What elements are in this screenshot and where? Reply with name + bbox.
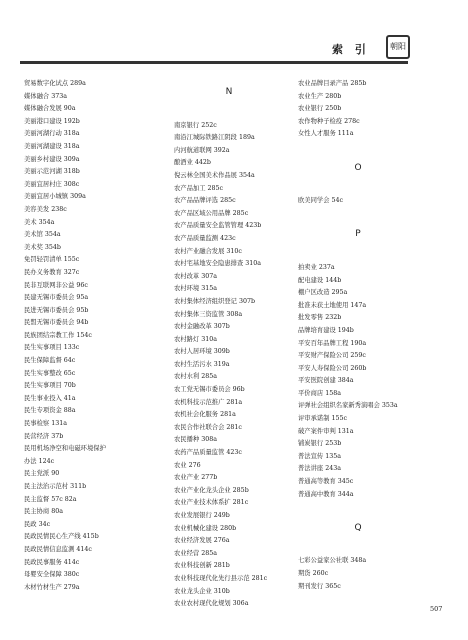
index-entry: 农业科技现代化先行县示范 281c <box>174 574 268 582</box>
index-entry: 农村产业融合发展 310c <box>174 247 242 255</box>
index-entry: 普法宣传 135a <box>298 452 341 460</box>
index-entry: 农机社会化服务 281a <box>174 411 236 419</box>
index-section-letter: P <box>355 229 361 240</box>
index-entry: 农产品加工 285c <box>174 184 224 192</box>
index-entry: 农业产业技术体系扩 281c <box>174 499 249 507</box>
index-entry: 批发零售 232b <box>298 314 342 322</box>
index-entry: 美丽乡村建设 309a <box>24 155 80 163</box>
index-entry: 农村生活污水 319a <box>174 360 230 368</box>
index-entry: 农作物种子检疫 278c <box>298 117 360 125</box>
index-entry: 农村人居环境 309b <box>174 348 230 356</box>
index-entry: 普通高等教育 345c <box>298 478 354 486</box>
index-entry: 棚户区改造 295a <box>298 289 348 297</box>
index-gap <box>298 208 408 221</box>
index-entry: 期货 260c <box>298 570 329 577</box>
index-entry: 农产品质量安全监管管理 423b <box>174 222 262 230</box>
index-entry: 平价商店 158a <box>298 389 341 397</box>
index-entry: 美丽港口建设 192b <box>24 117 80 125</box>
index-entry: 农村路灯 310a <box>174 335 217 343</box>
index-section-letter: O <box>354 162 362 173</box>
index-entry: 农业农村现代化规划 306a <box>174 600 249 608</box>
index-entry: 农机科技示范推广 281a <box>174 398 243 406</box>
index-entry: 民主法治示范村 311b <box>24 483 87 490</box>
index-entry: 农民合作社联合会 281c <box>174 423 242 431</box>
index-entry: 媒体融合发展 90a <box>24 105 76 113</box>
index-entry: 农工党无锡市委员会 96b <box>174 386 245 394</box>
index-entry: 普法讲座 243a <box>298 465 341 473</box>
index-entry: 农药产品质量监管 423c <box>174 449 242 457</box>
index-entry: 农产品品牌评选 285c <box>174 197 236 205</box>
index-entry: 民事检察 131a <box>24 420 67 428</box>
index-entry: 普通高中教育 344a <box>298 490 354 498</box>
index-entry: 农村环境 315a <box>174 285 217 293</box>
index-entry: 评弹社会组织名家新秀演唱会 353a <box>298 402 398 410</box>
index-entry: 民生事业投入 41a <box>24 394 76 402</box>
index-entry: 民主监督 57c 82a <box>24 495 77 503</box>
index-entry: 农村集体三资监管 308a <box>174 310 243 318</box>
index-gap <box>174 107 294 120</box>
index-entry: 平安人寿保险公司 260b <box>298 364 367 372</box>
index-entry: 农业产业化龙头企业 285b <box>174 486 249 494</box>
index-entry: 批准未获土地使用 147a <box>298 301 367 309</box>
index-entry: 农业龙头企业 310b <box>174 587 230 595</box>
index-entry: 农业生产 280b <box>298 92 342 100</box>
index-entry: 民主协商 80a <box>24 508 63 516</box>
page-number: 507 <box>430 605 443 613</box>
section-badge-icon: 朝阳 <box>386 35 410 59</box>
index-entry: 农村宅基地安全隐患排查 310a <box>174 260 262 268</box>
index-entry: 欧美同学会 54c <box>298 197 344 205</box>
index-gap <box>298 543 408 556</box>
index-entry: 美丽河湖建设 318a <box>24 142 80 150</box>
index-entry: 母婴安全保障 380c <box>24 571 80 579</box>
index-entry: 农村水利 285a <box>174 373 217 381</box>
index-entry: 破产案件审判 131a <box>298 427 354 435</box>
index-entry: 农业科技创新 281b <box>174 562 230 570</box>
index-entry: 民主党派 90 <box>24 470 60 478</box>
index-entry: 农产品区域公用品牌 285c <box>174 209 249 217</box>
index-entry: 农业经营 285a <box>174 549 217 557</box>
index-entry: 品牌培育建设 194b <box>298 326 354 334</box>
index-entry: 民生专项资金 88a <box>24 407 76 415</box>
index-entry: 农业发展银行 249b <box>174 512 230 519</box>
index-entry: 农村集体经济组织登记 307b <box>174 297 256 305</box>
index-entry: 美容美发 238c <box>24 205 67 213</box>
index-entry: 七彩公益家公社联 348a <box>298 557 367 565</box>
index-entry: 民政民情民心生产线 415b <box>24 533 99 541</box>
index-entry: 美丽宜居村庄 308c <box>24 180 80 188</box>
index-entry: 民政民事服务 414c <box>24 558 80 566</box>
index-entry: 南京银行 252c <box>174 121 217 129</box>
index-gap <box>298 141 408 154</box>
index-entry: 农业银行 250b <box>298 105 342 113</box>
index-gap <box>298 249 408 262</box>
index-entry: 民进无锡市委员会 95b <box>24 306 89 314</box>
index-entry: 美术馆 354a <box>24 231 61 239</box>
index-entry: 民生保障监督 64c <box>24 357 76 365</box>
index-column-2 <box>174 78 294 611</box>
index-entry: 平安医院创建 384a <box>298 377 354 385</box>
index-entry: 女性人才服务 111a <box>298 130 354 138</box>
index-entry: 民族团结宗教工作 154c <box>24 331 92 339</box>
index-entry: 农业 276 <box>174 461 201 469</box>
index-entry: 办法 124c <box>24 457 55 465</box>
index-entry: 农业产业 277b <box>174 474 218 482</box>
index-entry: 南沿江城际铁路江阴段 189a <box>174 134 255 142</box>
index-entry: 民非互联网非公益 96c <box>24 281 88 289</box>
index-entry: 民建无锡市委员会 95a <box>24 294 89 302</box>
index-entry: 民生实事项目 133c <box>24 344 80 352</box>
index-section-letter: Q <box>354 522 362 533</box>
index-entry: 民办义务教育 327c <box>24 268 80 276</box>
index-entry: 美丽示范河湖 318b <box>24 168 80 176</box>
index-entry: 农民播种 308a <box>174 436 217 444</box>
index-entry: 农村金融改革 307b <box>174 323 230 331</box>
index-entry: 民盟无锡市委员会 94b <box>24 319 89 327</box>
index-entry: 木材竹材生产 279a <box>24 583 80 591</box>
index-entry: 民政 34c <box>24 520 51 528</box>
index-entry: 平安百年品牌工程 190a <box>298 339 367 347</box>
index-column-1 <box>24 78 144 594</box>
index-entry: 媒体融合 373a <box>24 92 67 100</box>
index-entry: 内河航道联网 392a <box>174 146 230 154</box>
index-entry: 民用机场净空和电磁环境保护 <box>24 445 106 453</box>
index-section-letter: N <box>225 87 233 97</box>
index-entry: 民营经济 37b <box>24 432 64 440</box>
index-entry: 配电建设 144b <box>298 276 342 284</box>
index-entry: 期刊发行 365c <box>298 582 341 590</box>
index-entry: 农业机械化建设 280b <box>174 524 237 532</box>
index-entry: 评审承诺制 155c <box>298 415 348 423</box>
index-entry: 农村改革 307a <box>174 272 217 280</box>
index-entry: 拍卖业 237a <box>298 263 335 271</box>
index-entry: 美术 354a <box>24 218 55 226</box>
index-entry: 农业品牌目录产品 285b <box>298 80 367 87</box>
index-entry: 民生实事整改 65c <box>24 369 76 377</box>
index-entry: 美丽河湖行动 318a <box>24 130 80 138</box>
index-entry: 美丽宜居小城镇 309a <box>24 193 86 201</box>
index-entry: 民生实事项目 70b <box>24 382 76 390</box>
index-gap <box>298 183 408 196</box>
index-gap <box>298 501 408 514</box>
index-column-3 <box>298 78 408 593</box>
index-entry: 铺炭银行 253b <box>298 440 342 448</box>
index-entry: 免罚轻罚清单 155c <box>24 256 80 264</box>
index-entry: 美术奖 354b <box>24 243 61 251</box>
index-entry: 酿酒业 442b <box>174 159 211 167</box>
index-entry: 农产品质量监测 423c <box>174 234 236 242</box>
index-entry: 贸易数字化试点 289a <box>24 80 86 87</box>
index-entry: 平安财产保险公司 259c <box>298 352 366 360</box>
index-entry: 农业经济发展 276a <box>174 537 230 545</box>
page-title: 索 引 <box>332 43 370 56</box>
index-entry: 民政民情信息监测 414c <box>24 545 92 553</box>
index-entry: 倪云林全国美术作品展 354a <box>174 171 255 179</box>
header-divider <box>20 61 408 64</box>
